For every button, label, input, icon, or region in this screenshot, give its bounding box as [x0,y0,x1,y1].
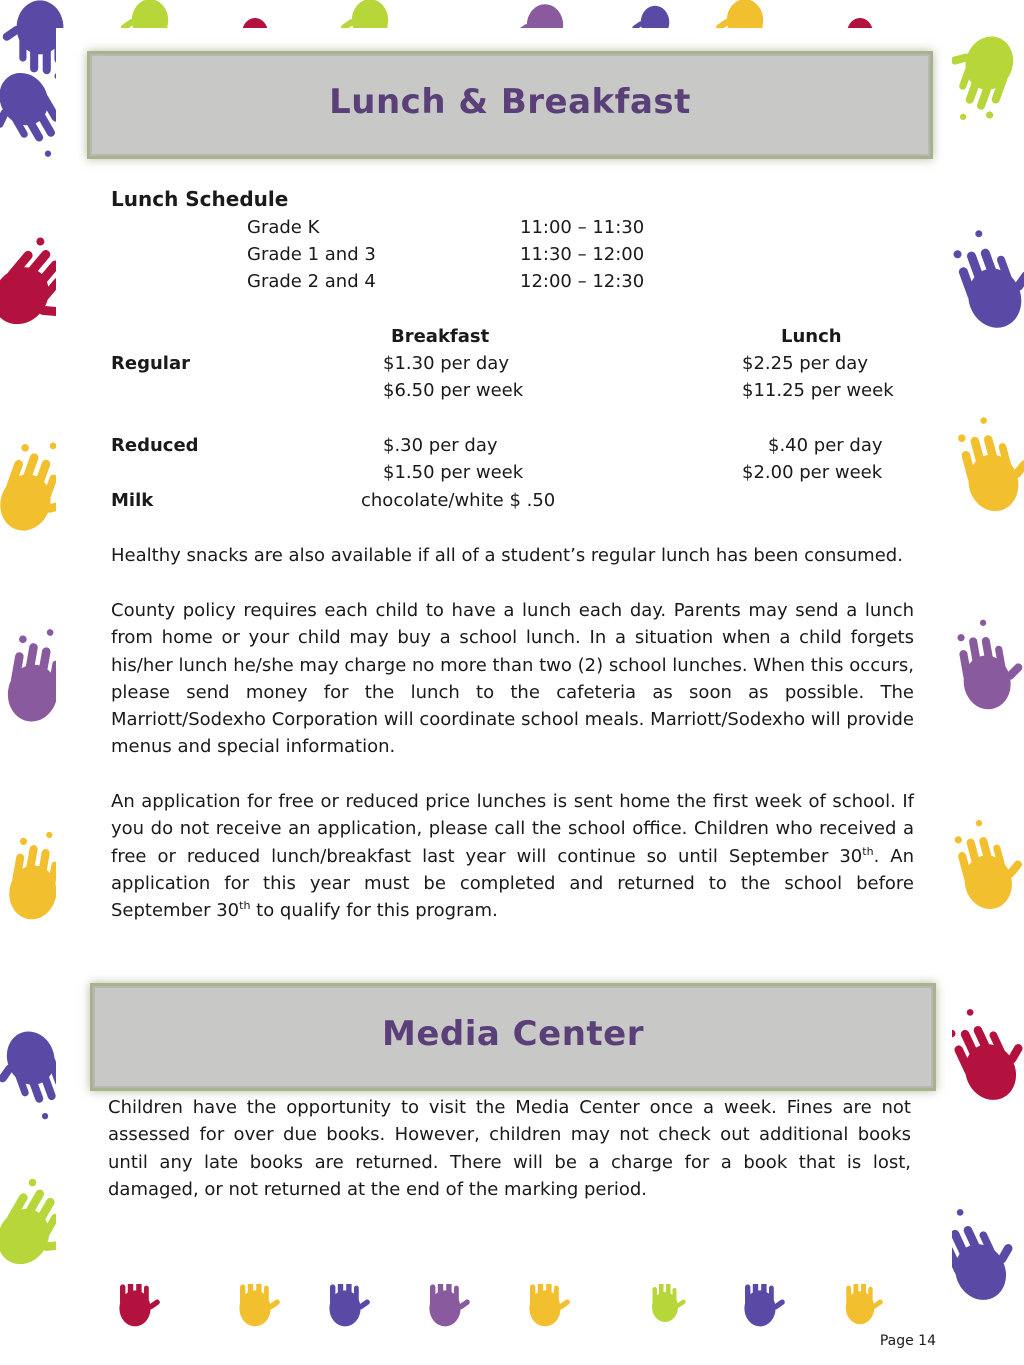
application-sup-1: th [862,844,874,858]
milk-price: chocolate/white $ .50 [361,490,556,511]
reduced-breakfast-day: $.30 per day [383,435,498,456]
handprint-right-4 [953,614,1024,713]
handprint-right-6 [940,995,1024,1108]
media-center-banner [93,986,933,1088]
handprint-right-3 [952,408,1024,516]
policy-paragraph: County policy requires each child to have a lunch each day. Parents may send a lunch from home or your child may buy a school lunch. In a situation when a child forgets his/her lunch he/she may charge no more than two (2) school lunches. When this occurs, please send money for the lunch to the cafeteria as soon as possible. The Marriott/Sodexho Corporation will coordinate school meals. Marriott/Sodexho will provide menus and special information. [111,600,914,758]
schedule-grade-1-3: Grade 1 and 3 [247,244,376,265]
reduced-lunch-week: $2.00 per week [742,462,883,483]
handprint-right-2 [947,218,1024,335]
price-col-breakfast: Breakfast [391,326,490,347]
regular-lunch-week: $11.25 per week [742,380,894,401]
handprint-right-5 [949,812,1024,915]
lunch-breakfast-title: Lunch & Breakfast [329,82,691,122]
schedule-time-k: 11:00 – 11:30 [520,217,645,238]
snacks-paragraph: Healthy snacks are also available if all of a student’s regular lunch has been consumed. [111,545,903,566]
regular-lunch-day: $2.25 per day [742,353,868,374]
price-col-lunch: Lunch [781,326,842,347]
price-row-reduced: Reduced [111,435,199,456]
page-number: Page 14 [879,1333,936,1349]
regular-breakfast-day: $1.30 per day [383,353,509,374]
price-row-milk: Milk [111,490,154,511]
schedule-grade-2-4: Grade 2 and 4 [247,271,376,292]
reduced-lunch-day: $.40 per day [768,435,883,456]
application-text-2: . An application for this year must be completed and returned to the school before September 30 [111,845,914,922]
price-row-regular: Regular [111,353,190,374]
media-center-paragraph: Children have the opportunity to visit the Media Center once a week. Fines are not assessed for over due books. However, children may not check out additional books until any late books are returned. There will be a charge for a book that is lost, damaged, or not returned at the end of the marking period. [108,1097,911,1200]
application-sup-2: th [239,899,251,913]
schedule-time-1-3: 11:30 – 12:00 [520,244,645,265]
reduced-breakfast-week: $1.50 per week [383,462,524,483]
application-text-1: An application for free or reduced price lunches is sent home the first week of school. If you do not receive an application, please call the school office. Children who received a free or reduced lunch/breakfast last year will continue so until September 30 [111,791,914,867]
schedule-time-2-4: 12:00 – 12:30 [520,271,645,292]
application-paragraph [111,788,914,924]
media-center-title: Media Center [382,1014,644,1054]
lunch-breakfast-banner [90,54,930,156]
regular-breakfast-week: $6.50 per week [383,380,524,401]
schedule-grade-k: Grade K [247,217,320,238]
application-text-3: to qualify for this program. [250,900,498,922]
lunch-schedule-heading: Lunch Schedule [111,187,289,211]
